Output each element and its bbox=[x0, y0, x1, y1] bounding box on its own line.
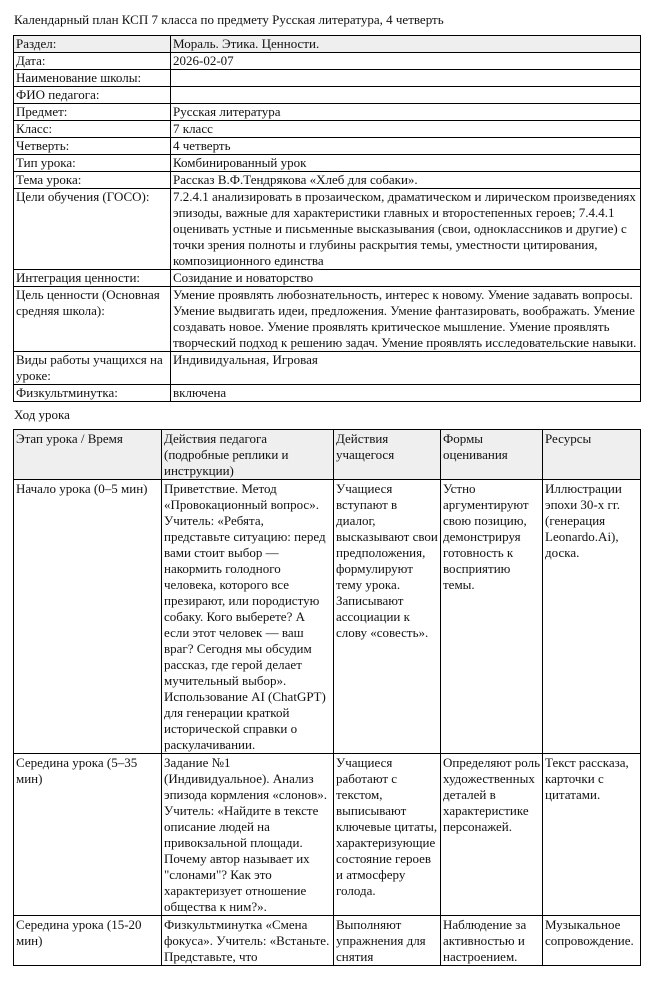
info-value: Комбинированный урок bbox=[171, 155, 641, 172]
info-label: Интеграция ценности: bbox=[14, 270, 171, 287]
info-row bbox=[14, 172, 641, 189]
info-label: Тема урока: bbox=[14, 172, 171, 189]
lesson-row bbox=[14, 754, 641, 916]
info-row bbox=[14, 352, 641, 385]
info-label: Наименование школы: bbox=[14, 70, 171, 87]
info-label: Предмет: bbox=[14, 104, 171, 121]
lesson-info-table bbox=[13, 35, 641, 402]
student-actions-cell: Учащиеся работают с текстом, выписывают ключевые цитаты, характеризующие состояние героев и атмосферу голода. bbox=[334, 754, 441, 916]
info-value: Умение проявлять любознательность, интерес к новому. Умение задавать вопросы. Умение выдвигать идеи, предложения. Умение фантазировать, воображать. Умение создавать новое. Умение проявлять критическое мышление. Умение проявлять творческий подход к решению задач. Умение проявлять исследовательские навыки. bbox=[171, 287, 641, 352]
column-header: Ресурсы bbox=[543, 430, 641, 480]
info-value: Рассказ В.Ф.Тендрякова «Хлеб для собаки». bbox=[171, 172, 641, 189]
info-row bbox=[14, 189, 641, 270]
lesson-row bbox=[14, 916, 641, 966]
stage-cell: Середина урока (5–35 мин) bbox=[14, 754, 162, 916]
student-actions-cell: Учащиеся вступают в диалог, высказывают свои предположения, формулируют тему урока. Записывают ассоциации к слову «совесть». bbox=[334, 480, 441, 754]
info-row bbox=[14, 53, 641, 70]
assessment-cell: Наблюдение за активностью и настроением. bbox=[441, 916, 543, 966]
info-row bbox=[14, 270, 641, 287]
info-value bbox=[171, 87, 641, 104]
info-label: Физкультминутка: bbox=[14, 385, 171, 402]
resources-cell: Иллюстрации эпохи 30-х гг. (генерация Leonardo.Ai), доска. bbox=[543, 480, 641, 754]
info-value: 7 класс bbox=[171, 121, 641, 138]
column-header: Формы оценивания bbox=[441, 430, 543, 480]
info-label: Раздел: bbox=[14, 36, 171, 53]
resources-cell: Текст рассказа, карточки с цитатами. bbox=[543, 754, 641, 916]
info-value: 4 четверть bbox=[171, 138, 641, 155]
info-value: Созидание и новаторство bbox=[171, 270, 641, 287]
info-value: Индивидуальная, Игровая bbox=[171, 352, 641, 385]
info-label: Цели обучения (ГОСО): bbox=[14, 189, 171, 270]
teacher-actions-cell: Физкультминутка «Смена фокуса». Учитель: «Встаньте. Представьте, что bbox=[162, 916, 334, 966]
info-row bbox=[14, 121, 641, 138]
info-row bbox=[14, 104, 641, 121]
info-label: Цель ценности (Основная средняя школа): bbox=[14, 287, 171, 352]
column-header: Действия учащегося bbox=[334, 430, 441, 480]
info-value bbox=[171, 70, 641, 87]
info-value: 7.2.4.1 анализировать в прозаическом, драматическом и лирическом произведениях эпизоды, важные для характеристики главных и второстепенных героев; 7.4.4.1 оценивать устные и письменные высказывания (свои, одноклассников и другие) с точки зрения полноты и глубины раскрытия темы, уместности цитирования, композиционного единства bbox=[171, 189, 641, 270]
info-value: Мораль. Этика. Ценности. bbox=[171, 36, 641, 53]
info-value: 2026-02-07 bbox=[171, 53, 641, 70]
section-title: Ход урока bbox=[14, 407, 70, 422]
lesson-flow-table bbox=[13, 429, 641, 966]
teacher-actions-cell: Задание №1 (Индивидуальное). Анализ эпизода кормления «слонов». Учитель: «Найдите в тексте описание людей на привокзальной площади. Почему автор называет их "слонами"? Как это характеризует отношение общества к ним?». bbox=[162, 754, 334, 916]
info-row bbox=[14, 385, 641, 402]
column-header: Действия педагога (подробные реплики и инструкции) bbox=[162, 430, 334, 480]
student-actions-cell: Выполняют упражнения для снятия bbox=[334, 916, 441, 966]
document-title: Календарный план КСП 7 класса по предмету Русская литература, 4 четверть bbox=[14, 12, 444, 27]
info-row bbox=[14, 155, 641, 172]
stage-cell: Середина урока (15-20 мин) bbox=[14, 916, 162, 966]
lesson-row bbox=[14, 480, 641, 754]
resources-cell: Музыкальное сопровождение. bbox=[543, 916, 641, 966]
info-label: Четверть: bbox=[14, 138, 171, 155]
teacher-actions-cell: Приветствие. Метод «Провокационный вопрос». Учитель: «Ребята, представьте ситуацию: перед вами стоит выбор — накормить голодного человека, которого все презирают, или породистую собаку. Кого выберете? А если этот человек — ваш враг? Сегодня мы обсудим рассказ, где герой делает мучительный выбор». Использование AI (ChatGPT) для генерации краткой исторической справки о раскулачивании. bbox=[162, 480, 334, 754]
assessment-cell: Устно аргументируют свою позицию, демонстрируя готовность к восприятию темы. bbox=[441, 480, 543, 754]
info-row bbox=[14, 87, 641, 104]
info-label: ФИО педагога: bbox=[14, 87, 171, 104]
info-label: Класс: bbox=[14, 121, 171, 138]
info-row bbox=[14, 138, 641, 155]
info-row bbox=[14, 36, 641, 53]
info-value: включена bbox=[171, 385, 641, 402]
info-label: Дата: bbox=[14, 53, 171, 70]
info-label: Тип урока: bbox=[14, 155, 171, 172]
info-row bbox=[14, 287, 641, 352]
assessment-cell: Определяют роль художественных деталей в характеристике персонажей. bbox=[441, 754, 543, 916]
info-value: Русская литература bbox=[171, 104, 641, 121]
info-label: Виды работы учащихся на уроке: bbox=[14, 352, 171, 385]
stage-cell: Начало урока (0–5 мин) bbox=[14, 480, 162, 754]
column-header: Этап урока / Время bbox=[14, 430, 162, 480]
lesson-header-row bbox=[14, 430, 641, 480]
info-row bbox=[14, 70, 641, 87]
